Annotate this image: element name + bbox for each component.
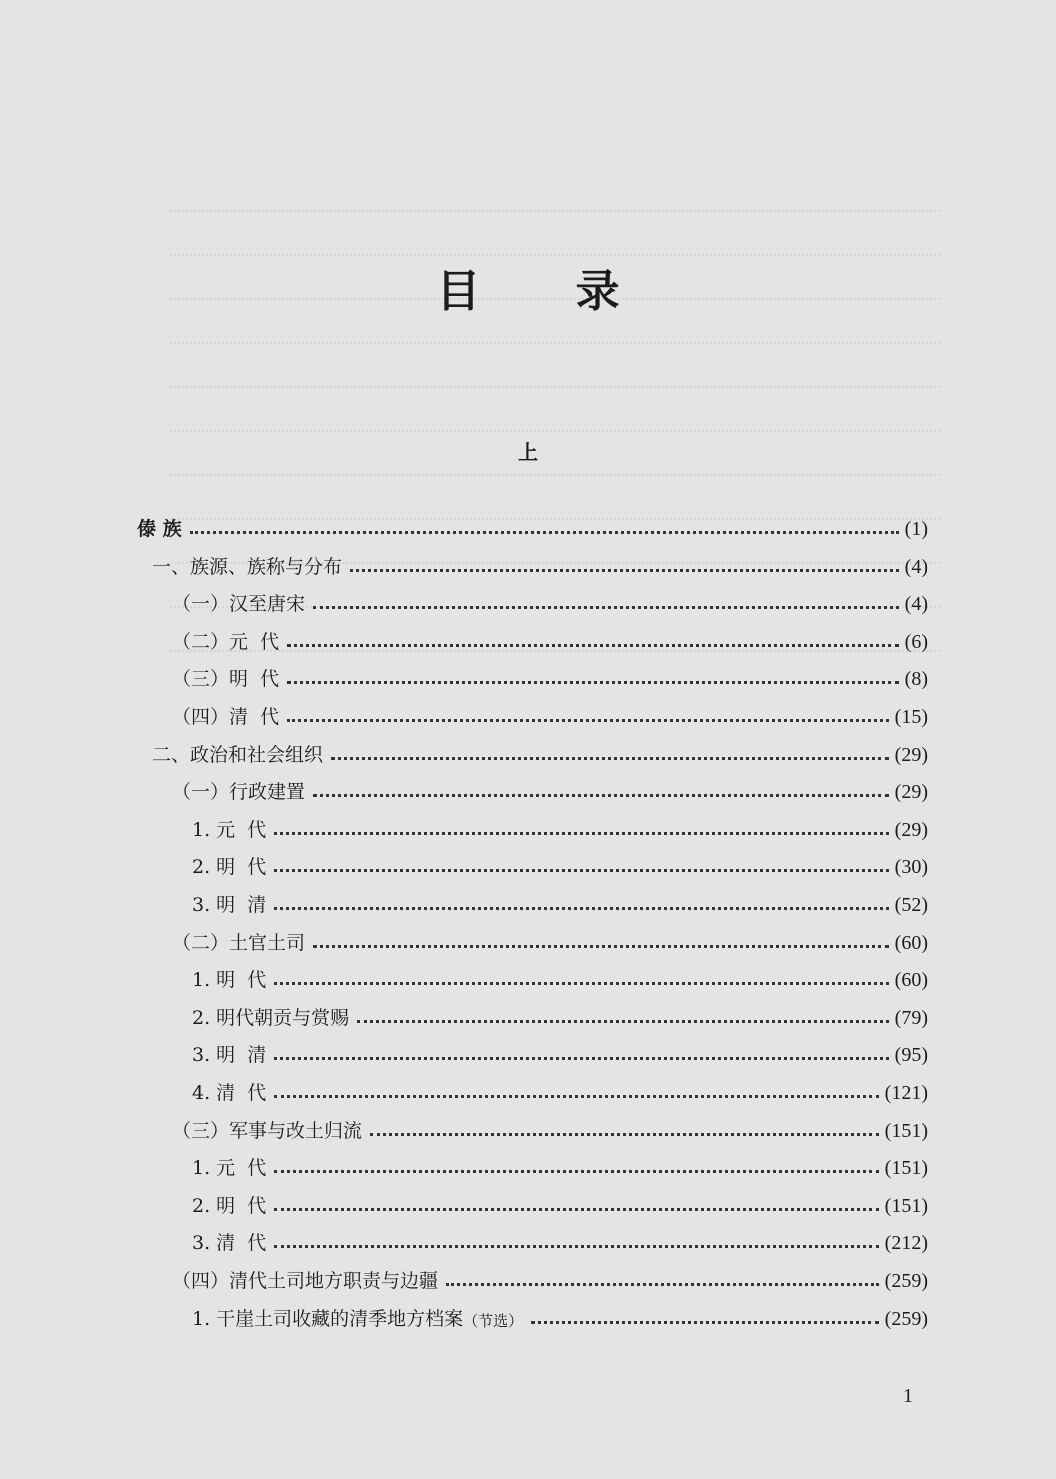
toc-entry-page: (79) bbox=[894, 1006, 928, 1029]
toc-entry-label: （四）清代土司地方职责与边疆 bbox=[172, 1270, 439, 1292]
dot-leader bbox=[287, 681, 899, 684]
toc-entry-label: 4. 清 代 bbox=[192, 1082, 267, 1104]
toc-entry bbox=[152, 547, 928, 579]
toc-entry bbox=[172, 1111, 928, 1143]
toc-entry bbox=[172, 584, 928, 616]
dot-leader bbox=[274, 1095, 878, 1098]
toc-entry-page: (212) bbox=[884, 1232, 928, 1255]
toc-entry-page: (151) bbox=[884, 1194, 928, 1217]
toc-entry-page: (95) bbox=[894, 1044, 928, 1067]
toc-entry-label: （一）行政建置 bbox=[172, 781, 306, 804]
toc-entry-page: (4) bbox=[904, 593, 928, 616]
dot-leader bbox=[274, 1170, 878, 1173]
dot-leader bbox=[274, 832, 888, 835]
toc-entry-label: 2. 明 代 bbox=[192, 856, 267, 879]
toc-entry-label: （二）土官土司 bbox=[172, 931, 306, 954]
toc-entry-note: （节选） bbox=[463, 1311, 524, 1330]
toc-entry bbox=[172, 622, 928, 654]
dot-leader bbox=[313, 945, 889, 948]
toc-entry bbox=[192, 1223, 928, 1255]
toc-entry bbox=[172, 659, 928, 691]
toc-entry-label: 2. 明 代 bbox=[192, 1194, 267, 1217]
toc-entry-page: (4) bbox=[904, 555, 928, 578]
dot-leader bbox=[190, 531, 899, 534]
toc-entry-label: （三）军事与改土归流 bbox=[172, 1119, 363, 1142]
dot-leader bbox=[313, 794, 889, 797]
toc-entry bbox=[192, 1148, 928, 1180]
dot-leader bbox=[357, 1020, 889, 1023]
toc-entry-label: 3. 清 代 bbox=[192, 1232, 267, 1255]
toc-entry-page: (29) bbox=[894, 781, 928, 804]
toc-entry-label: 1. 明 代 bbox=[192, 969, 267, 992]
toc-entry-page: (29) bbox=[894, 818, 928, 841]
toc-entry-page: (30) bbox=[894, 856, 928, 879]
dot-leader bbox=[287, 644, 899, 647]
toc-entry-label: （四）清 代 bbox=[172, 706, 280, 728]
toc-entry bbox=[192, 885, 928, 917]
toc-entry bbox=[192, 810, 928, 842]
toc-entry bbox=[192, 960, 928, 992]
dot-leader bbox=[531, 1321, 878, 1324]
toc-entry-page: (1) bbox=[904, 518, 928, 540]
toc-entry bbox=[172, 697, 928, 729]
toc-entry-label: 3. 明 清 bbox=[192, 1044, 267, 1067]
toc-entry-label: 3. 明 清 bbox=[192, 894, 267, 916]
toc-entry-label: （二）元 代 bbox=[172, 630, 280, 653]
toc-entry-page: (259) bbox=[884, 1307, 928, 1330]
dot-leader bbox=[370, 1133, 879, 1136]
dot-leader bbox=[274, 907, 888, 910]
toc-entry bbox=[192, 1035, 928, 1067]
dot-leader bbox=[274, 1208, 878, 1211]
toc-entry-page: (151) bbox=[884, 1157, 928, 1180]
dot-leader bbox=[287, 719, 889, 722]
dot-leader bbox=[350, 569, 899, 572]
toc-entry-page: (29) bbox=[894, 743, 928, 766]
toc-entry-label: 2. 明代朝贡与赏赐 bbox=[192, 1006, 350, 1029]
toc-entry-page: (6) bbox=[904, 630, 928, 653]
dot-leader bbox=[331, 757, 889, 760]
page-title: 目 录 bbox=[436, 266, 660, 317]
toc-entry-page: (15) bbox=[894, 706, 928, 728]
toc-entry-page: (121) bbox=[884, 1082, 928, 1104]
toc-entry-label: 二、政治和社会组织 bbox=[152, 743, 324, 766]
toc-entry-label: 傣 族 bbox=[137, 518, 182, 540]
toc-entry bbox=[172, 772, 928, 804]
toc-entry-label: 1. 干崖土司收藏的清季地方档案 bbox=[192, 1307, 464, 1330]
toc-entry-label: 一、族源、族称与分布 bbox=[152, 555, 343, 578]
dot-leader bbox=[274, 1057, 888, 1060]
toc-entry bbox=[192, 1299, 928, 1331]
dot-leader bbox=[313, 606, 899, 609]
toc-entry bbox=[192, 998, 928, 1030]
toc-entry bbox=[172, 1261, 928, 1293]
toc-entry-label: 1. 元 代 bbox=[192, 818, 267, 841]
toc-entry-label: （三）明 代 bbox=[172, 668, 280, 691]
toc-entry-page: (52) bbox=[894, 894, 928, 916]
toc-entry-label: 1. 元 代 bbox=[192, 1157, 267, 1180]
dot-leader bbox=[274, 982, 888, 985]
toc-entry bbox=[192, 847, 928, 879]
toc-entry-page: (60) bbox=[894, 969, 928, 992]
toc-entry-page: (60) bbox=[894, 931, 928, 954]
page-number: 1 bbox=[903, 1385, 913, 1407]
toc-entry-label: （一）汉至唐宋 bbox=[172, 593, 306, 616]
toc-entry bbox=[152, 735, 928, 767]
toc-entry bbox=[192, 1073, 928, 1105]
volume-label: 上 bbox=[518, 440, 538, 464]
toc-entry bbox=[192, 1186, 928, 1218]
toc-entry-page: (259) bbox=[884, 1270, 928, 1292]
dot-leader bbox=[274, 1245, 878, 1248]
toc-entry bbox=[172, 923, 928, 955]
toc-entry-page: (151) bbox=[884, 1119, 928, 1142]
dot-leader bbox=[446, 1283, 879, 1286]
toc-entry-page: (8) bbox=[904, 668, 928, 691]
dot-leader bbox=[274, 869, 888, 872]
toc-entry bbox=[137, 509, 928, 541]
